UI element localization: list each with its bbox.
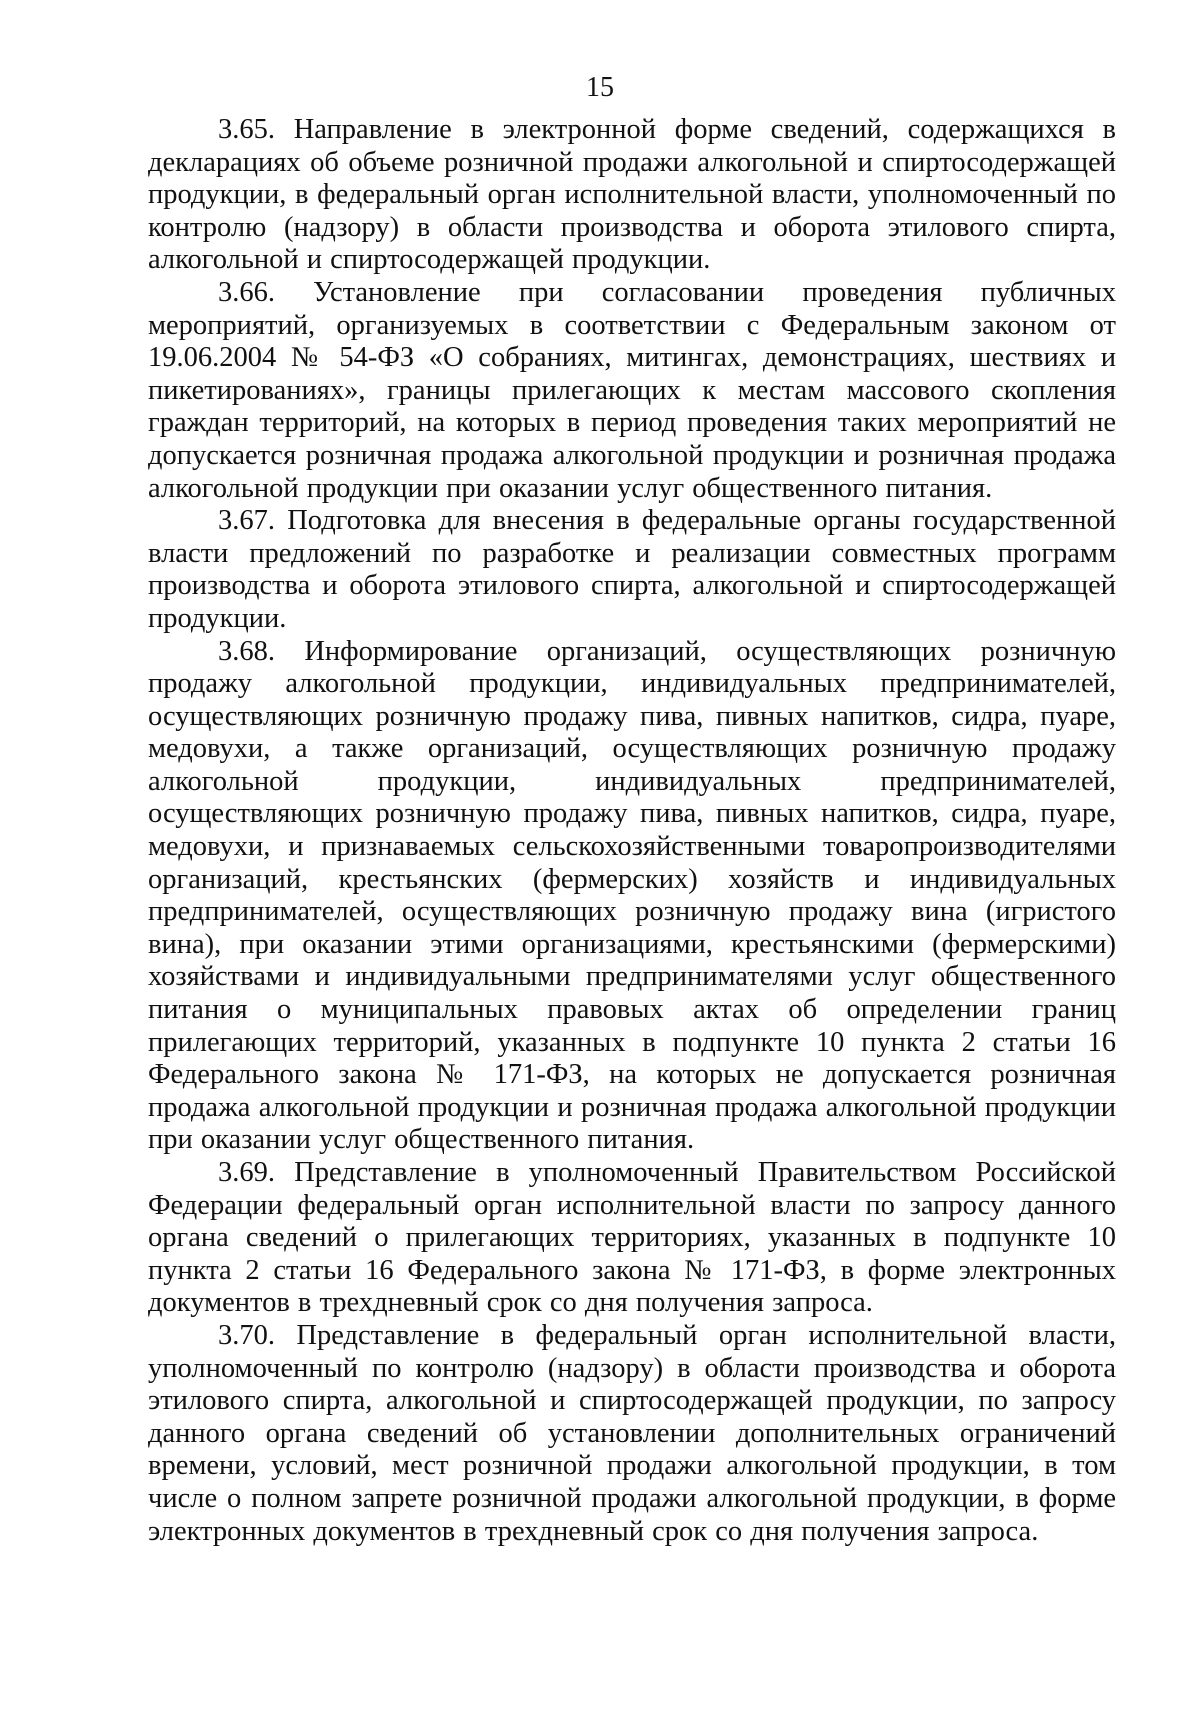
- page-number: 15: [586, 72, 614, 103]
- paragraph-3-66: 3.66. Установление при согласовании проведения публичных мероприятий, организуемых в соответствии с Федеральным законом от 19.06.2004 № 54-ФЗ «О собраниях, митингах, демонстрациях, шествиях и пикетированиях», границы прилегающих к местам массового скопления граждан территорий, на которых в период проведения таких мероприятий не допускается розничная продажа алкогольной продукции и розничная продажа алкогольной продукции при оказании услуг общественного питания.: [148, 276, 1116, 504]
- paragraph-3-67: 3.67. Подготовка для внесения в федеральные органы государственной власти предложений по разработке и реализации совместных программ производства и оборота этилового спирта, алкогольной и спиртосодержащей продукции.: [148, 505, 1116, 634]
- paragraph-3-70: 3.70. Представление в федеральный орган исполнительной власти, уполномоченный по контролю (надзору) в области производства и оборота этилового спирта, алкогольной и спиртосодержащей продукции, по запросу данного органа сведений об установлении дополнительных ограничений времени, условий, мест розничной продажи алкогольной продукции, в том числе о полном запрете розничной продажи алкогольной продукции, в форме электронных документов в трехдневный срок со дня получения запроса.: [148, 1319, 1116, 1547]
- document-body: [148, 114, 1116, 1548]
- paragraph-3-68: 3.68. Информирование организаций, осуществляющих розничную продажу алкогольной продукции, индивидуальных предпринимателей, осуществляющих розничную продажу пива, пивных напитков, сидра, пуаре, медовухи, а также организаций, осуществляющих розничную продажу алкогольной продукции, индивидуальных предпринимателей, осуществляющих розничную продажу пива, пивных напитков, сидра, пуаре, медовухи, и признаваемых сельскохозяйственными товаропроизводителями организаций, крестьянских (фермерских) хозяйств и индивидуальных предпринимателей, осуществляющих розничную продажу вина (игристого вина), при оказании этими организациями, крестьянскими (фермерскими) хозяйствами и индивидуальными предпринимателями услуг общественного питания о муниципальных правовых актах об определении границ прилегающих территорий, указанных в подпункте 10 пункта 2 статьи 16 Федерального закона № 171-ФЗ, на которых не допускается розничная продажа алкогольной продукции и розничная продажа алкогольной продукции при оказании услуг общественного питания.: [148, 635, 1116, 1156]
- paragraph-3-69: 3.69. Представление в уполномоченный Правительством Российской Федерации федеральный орган исполнительной власти по запросу данного органа сведений о прилегающих территориях, указанных в подпункте 10 пункта 2 статьи 16 Федерального закона № 171-ФЗ, в форме электронных документов в трехдневный срок со дня получения запроса.: [148, 1157, 1116, 1319]
- paragraph-3-65: 3.65. Направление в электронной форме сведений, содержащихся в декларациях об объеме розничной продажи алкогольной и спиртосодержащей продукции, в федеральный орган исполнительной власти, уполномоченный по контролю (надзору) в области производства и оборота этилового спирта, алкогольной и спиртосодержащей продукции.: [148, 114, 1116, 276]
